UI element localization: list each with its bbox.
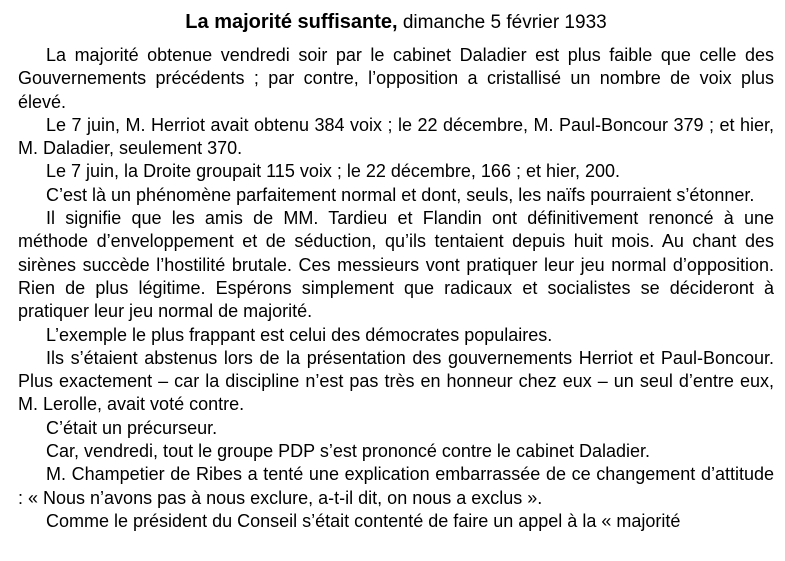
title-comma: , bbox=[392, 11, 398, 33]
paragraph: Il signifie que les amis de MM. Tardieu et Flandin ont définitivement renoncé à une méthode d’enveloppement et de séduction, qu’ils tentaient depuis huit mois. Au chant des sirènes succède l’hostilité brutale. Ces messieurs vont pratiquer leur jeu normal d’opposition. Rien de plus légitime. Espérons simplement que radicaux et socialistes se décideront à pratiquer leur jeu normal de majorité. bbox=[18, 208, 774, 322]
paragraph: Le 7 juin, la Droite groupait 115 voix ; le 22 décembre, 166 ; et hier, 200. bbox=[46, 161, 621, 182]
paragraph: Ils s’étaient abstenus lors de la présentation des gouvernements Herriot et Paul-Boncour. Plus exactement – car la discipline n’est pas très en honneur chez eux – un seul d’entre eux, M. Lerolle, avait voté contre. bbox=[18, 347, 774, 415]
headline bbox=[18, 10, 774, 35]
paragraph: Le 7 juin, M. Herriot avait obtenu 384 voix ; le 22 décembre, M. Paul-Boncour 379 ; et hier, M. Daladier, seulement 370. bbox=[18, 114, 774, 159]
article-title: La majorité suffisante bbox=[185, 11, 393, 33]
paragraph: C’était un précurseur. bbox=[46, 417, 218, 438]
paragraph: C’est là un phénomène parfaitement normal et dont, seuls, les naïfs pourraient s’étonner. bbox=[46, 184, 755, 205]
paragraph: Car, vendredi, tout le groupe PDP s’est prononcé contre le cabinet Daladier. bbox=[46, 441, 651, 462]
paragraph: La majorité obtenue vendredi soir par le cabinet Daladier est plus faible que celle des Gouvernements précédents ; par contre, l’opposition a cristallisé un nombre de voix plus élevé. bbox=[18, 45, 774, 112]
article-body bbox=[18, 44, 774, 533]
dateline: dimanche 5 février 1933 bbox=[397, 12, 607, 33]
document-page bbox=[18, 10, 774, 533]
paragraph: M. Champetier de Ribes a tenté une explication embarrassée de ce changement d’attitude : « Nous n’avons pas à nous exclure, a-t-il dit, on nous a exclus ». bbox=[18, 464, 774, 508]
paragraph: Comme le président du Conseil s’était contenté de faire un appel à la « majorité bbox=[46, 510, 681, 531]
paragraph: L’exemple le plus frappant est celui des démocrates populaires. bbox=[46, 324, 553, 345]
